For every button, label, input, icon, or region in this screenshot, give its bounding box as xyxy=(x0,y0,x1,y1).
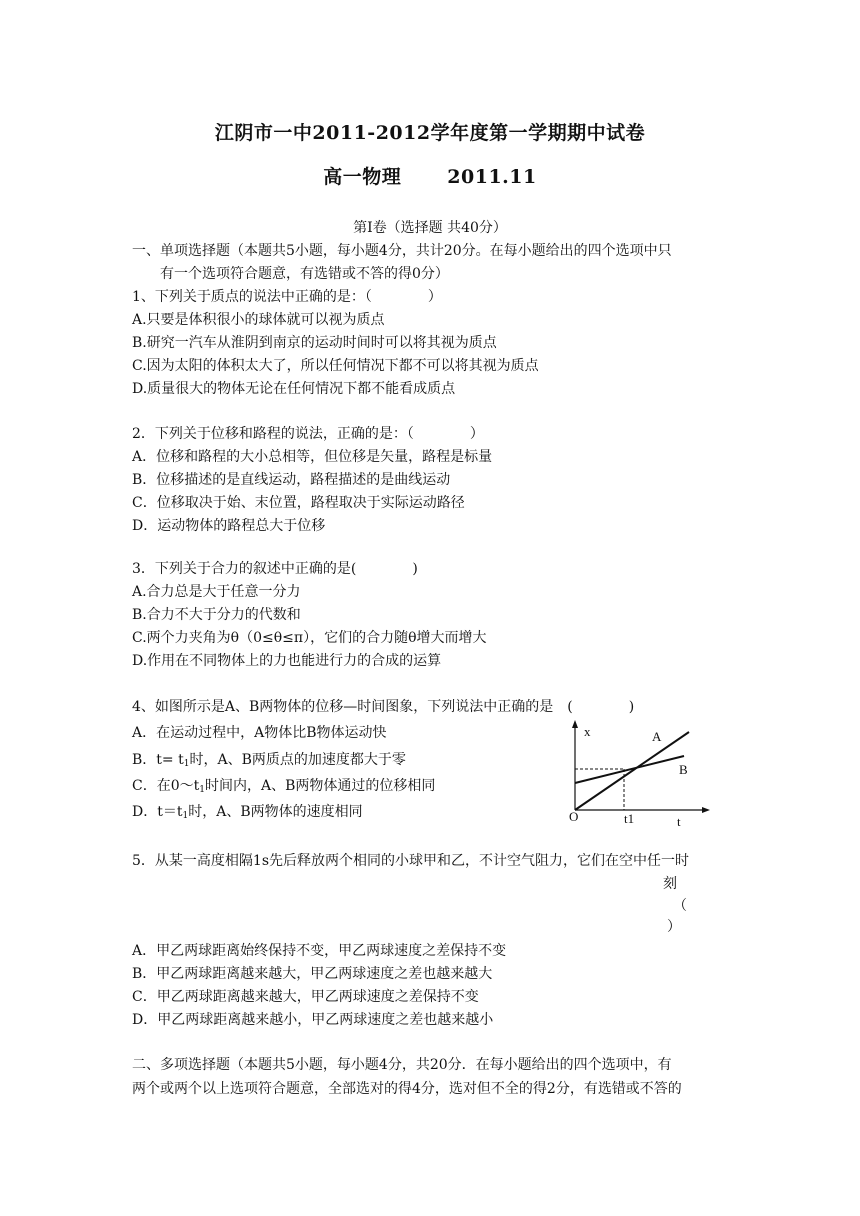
q3-option-c: C.两个力夹角为θ（0≤θ≤π），它们的合力随θ增大而增大 xyxy=(132,630,487,646)
q4-option-b: B．$t= t_1$时，A、B两质点的加速度都大于零 xyxy=(132,752,406,769)
t-axis-label: t xyxy=(677,814,681,829)
section1-heading-cont: 有一个选项符合题意，有选错或不答的得0分） xyxy=(160,266,449,282)
q3-option-a: A.合力总是大于任意一分力 xyxy=(132,584,301,600)
exam-date: 2011.11 xyxy=(447,166,537,188)
subject: 高一物理 xyxy=(323,166,402,188)
x-axis-label: x xyxy=(584,724,591,739)
section2-heading-cont: 两个或两个以上选项符合题意，全部选对的得4分，选对但不全的得2分，有选错或不答的 xyxy=(132,1081,682,1097)
q4-option-d: D．$t=t_1$时，A、B两物体的速度相同 xyxy=(132,804,363,821)
q1-option-d: D.质量很大的物体无论在任何情况下都不能看成质点 xyxy=(132,381,456,397)
t-axis-arrow xyxy=(702,807,710,813)
q2-option-a: A．位移和路程的大小总相等，但位移是矢量，路程是标量 xyxy=(132,449,493,465)
q5-stem-cont: 刻 xyxy=(663,876,677,892)
origin-label: O xyxy=(569,809,579,824)
answer-paren-close: ） xyxy=(667,919,681,935)
q3-option-d: D.作用在不同物体上的力也能进行力的合成的运算 xyxy=(132,653,442,669)
q3-stem: 3．下列关于合力的叙述中正确的是( ) xyxy=(132,561,418,577)
q5-option-a: A．甲乙两球距离始终保持不变，甲乙两球速度之差保持不变 xyxy=(132,943,507,959)
q2-option-d: D．运动物体的路程总大于位移 xyxy=(132,518,326,534)
q2-option-b: B．位移描述的是直线运动，路程描述的是曲线运动 xyxy=(132,472,451,488)
line-a xyxy=(575,732,689,810)
q4-stem: 4、如图所示是A、B两物体的位移—时间图象，下列说法中正确的是 ( ) xyxy=(132,699,635,715)
q1-stem: 1、下列关于质点的说法中正确的是：（ ） xyxy=(132,289,442,305)
q2-option-c: C．位移取决于始、末位置，路程取决于实际运动路径 xyxy=(132,495,465,511)
exam-title: 江阴市一中2011-2012学年度第一学期期中试卷 xyxy=(214,122,646,144)
q4-option-c: C．在$0\sim t_1$时间内，A、B两物体通过的位移相同 xyxy=(132,778,436,795)
q2-stem: 2．下列关于位移和路程的说法，正确的是：（ ） xyxy=(132,426,484,442)
q1-option-b: B.研究一汽车从淮阴到南京的运动时间时可以将其视为质点 xyxy=(132,335,497,351)
line-a-label: A xyxy=(652,729,662,744)
q3-option-b: B.合力不大于分力的代数和 xyxy=(132,607,301,623)
q1-option-a: A.只要是体积很小的球体就可以视为质点 xyxy=(132,312,385,328)
q5-option-d: D．甲乙两球距离越来越小，甲乙两球速度之差也越来越小 xyxy=(132,1012,494,1028)
answer-paren-open: （ xyxy=(673,898,687,914)
q5-stem: 5．从某一高度相隔1s先后释放两个相同的小球甲和乙，不计空气阻力，它们在空中任一时 xyxy=(132,853,689,869)
q4-option-a: A．在运动过程中，A物体比B物体运动快 xyxy=(132,725,387,741)
q1-option-c: C.因为太阳的体积太大了，所以任何情况下都不可以将其视为质点 xyxy=(132,358,539,374)
exam-subtitle xyxy=(0,162,860,189)
line-b-label: B xyxy=(679,762,688,777)
q5-option-c: C．甲乙两球距离越来越大，甲乙两球速度之差保持不变 xyxy=(132,989,479,1005)
part-label: 第Ⅰ卷（选择题 共40分） xyxy=(353,220,507,236)
section1-heading: 一、单项选择题（本题共5小题，每小题4分，共计20分。在每小题给出的四个选项中只 xyxy=(132,243,672,259)
q5-option-b: B．甲乙两球距离越来越大，甲乙两球速度之差也越来越大 xyxy=(132,966,493,982)
x-axis-arrow xyxy=(572,720,578,728)
section2-heading: 二、多项选择题（本题共5小题，每小题4分，共20分．在每小题给出的四个选项中，有 xyxy=(132,1057,672,1073)
t1-label: t1 xyxy=(624,811,635,826)
xt-graph xyxy=(560,714,710,832)
